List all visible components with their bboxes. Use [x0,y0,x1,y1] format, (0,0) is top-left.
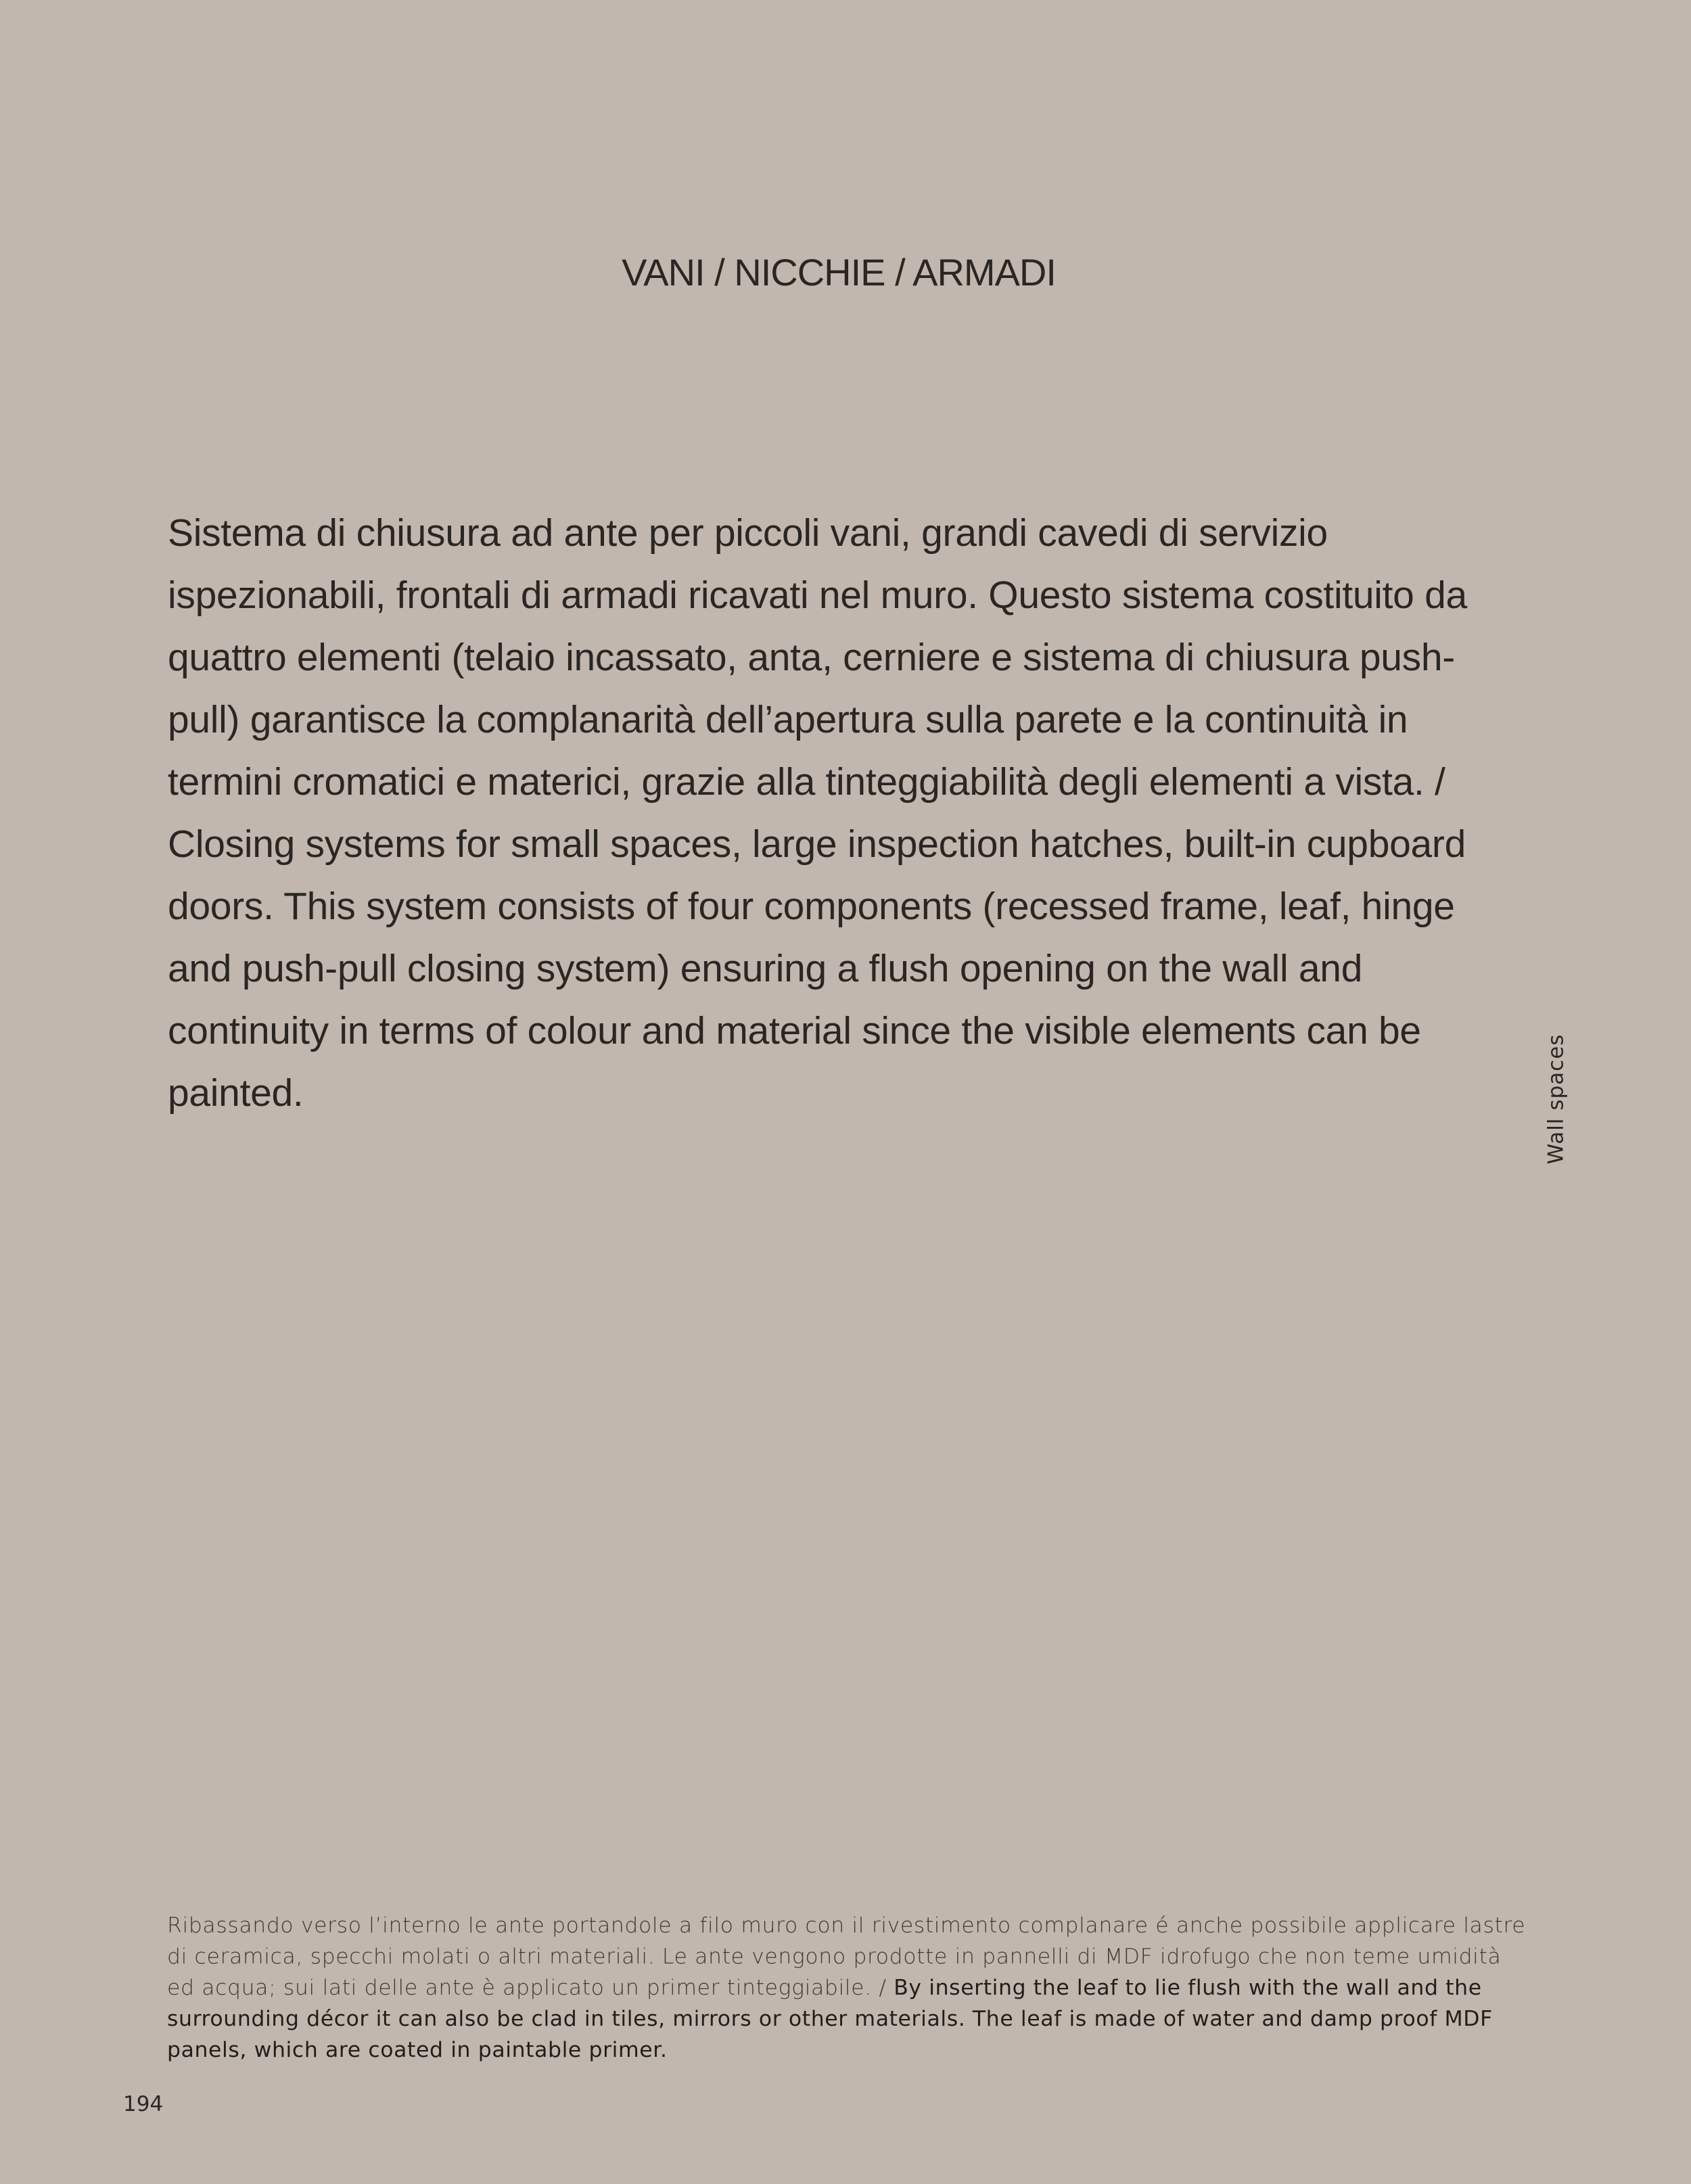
section-side-label [1535,1028,1576,1170]
footnote [167,1910,1533,2066]
footnote-english: By inserting the leaf to lie flush with the wall and the surrounding décor it can also be clad in tiles, mirrors or other materials. The leaf is made of water and damp proof MDF panels, which are coated in paintable primer. [167,1976,1493,2062]
body-text: Sistema di chiusura ad ante per piccoli vani, grandi cavedi di servizio ispezionabili, frontali di armadi ricavati nel muro. Questo sistema costituito da quattro elementi (telaio incassato, anta, cerniere e sistema di chiusura push-pull) garantisce la complanarità dell’apertura sulla parete e la continuità in termini cromatici e materici, grazie alla tinteggiabilità degli elementi a vista. / Closing systems for small spaces, large inspection hatches, built-in cupboard doors. This system consists of four components (recessed frame, leaf, hinge and push-pull closing system) ensuring a flush opening on the wall and continuity in terms of colour and material since the visible elements can be painted. [168,511,1467,1115]
page-number: 194 [123,2092,164,2116]
page-title: VANI / NICCHIE / ARMADI [622,251,1056,294]
side-label-text: Wall spaces [1544,1033,1568,1165]
footnote-italian: Ribassando verso l’interno le ante portandole a filo muro con il rivestimento complanare é anche possibile applicare lastre di ceramica, specchi molati o altri materiali. Le ante vengono prodotte in pannelli di MDF idrofugo che non teme umidità ed acqua; sui lati delle ante è applicato un primer tinteggiabile. / [167,1913,1526,2000]
